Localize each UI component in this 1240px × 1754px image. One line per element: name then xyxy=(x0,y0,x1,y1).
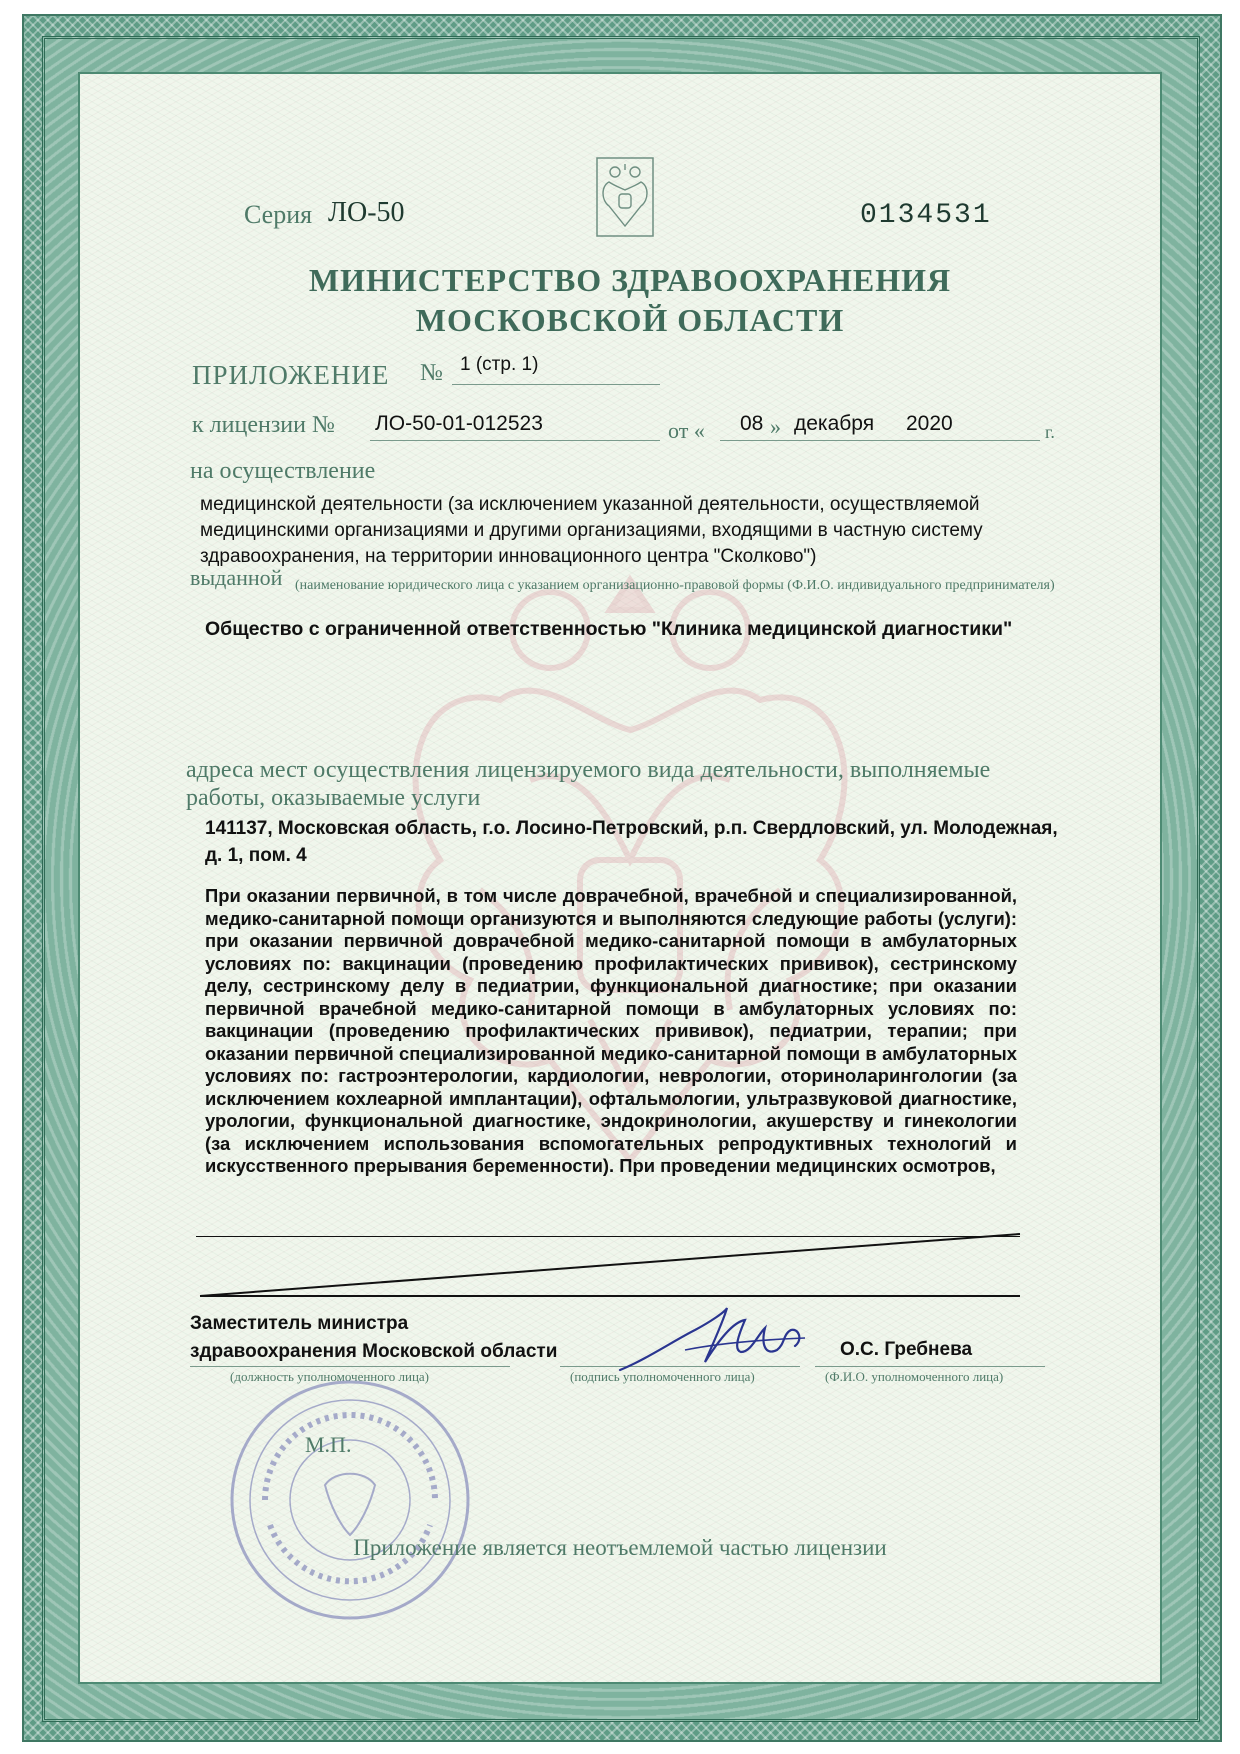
position-underline xyxy=(190,1366,510,1367)
address-value: 141137, Московская область, г.о. Лосино-Петровский, р.п. Свердловский, ул. Молодежная, д. 1, пом. 4 xyxy=(205,818,1058,866)
license-day-close: » xyxy=(770,414,781,439)
coat-of-arms-icon xyxy=(595,156,655,238)
official-seal xyxy=(225,1375,475,1625)
services-text: При оказании первичной, в том числе доврачебной, врачебной и специализированной, медико-санитарной помощи организуются и выполняются следующие работы (услуги): при оказании первичной доврачебной медико-санитарной помощи в амбулаторных условиях по: вакцинации (проведению профилактических прививок), сестринскому делу, сестринскому делу в педиатрии, функциональной диагностике; при оказании первичной врачебной медико-санитарной помощи в амбулаторных условиях по: вакцинации (проведению профилактических прививок), педиатрии, терапии; при оказании первичной специализированной медико-санитарной помощи в амбулаторных условиях по: гастроэнтерологии, кардиологии, неврологии, оториноларингологии (за исключением кохлеарной имплантации), офтальмологии, ультразвуковой диагностике, урологии, функциональной диагностике, эндокринологии, акушерству и гинекологии (за исключением использования вспомогательных репродуктивных технологий и искусственного прерывания беременности). При проведении медицинских осмотров, xyxy=(205,885,1017,1176)
caption-position: (должность уполномоченного лица) xyxy=(230,1369,430,1384)
license-date-underline xyxy=(720,440,1040,441)
license-number-label: к лицензии № xyxy=(192,412,335,438)
license-month: декабря xyxy=(794,412,875,435)
appendix-number-underline xyxy=(452,384,660,385)
license-year: 2020 xyxy=(906,412,953,435)
series-value: ЛО-50 xyxy=(328,197,405,228)
issued-label: выданной xyxy=(190,565,283,590)
issued-note: (наименование юридического лица с указанием организационно-правовой формы (Ф.И.О. индивидуального предпринимателя) xyxy=(295,578,1055,593)
appendix-number-label: № xyxy=(420,360,443,386)
license-year-suffix: г. xyxy=(1045,422,1055,442)
handwritten-signature xyxy=(615,1300,815,1385)
organization-name: Общество с ограниченной ответственностью "Клиника медицинской диагностики" xyxy=(205,618,1013,640)
signatory-position-line1: Заместитель министра xyxy=(190,1313,409,1334)
license-number-underline xyxy=(370,440,660,441)
signatory-position-line2: здравоохранения Московской области xyxy=(190,1341,558,1362)
fio-underline xyxy=(815,1366,1045,1367)
license-date-label: от « xyxy=(668,418,705,443)
license-number: ЛО-50-01-012523 xyxy=(375,412,543,435)
address-label: адреса мест осуществления лицензируемого вида деятельности, выполняемые работы, оказываемые услуги xyxy=(186,757,991,811)
caption-signature: (подпись уполномоченного лица) xyxy=(570,1369,755,1384)
services-end-line xyxy=(196,1236,1020,1237)
ministry-title-line2: МОСКОВСКОЙ ОБЛАСТИ xyxy=(415,302,845,338)
activity-text: медицинской деятельности (за исключением указанной деятельности, осуществляемой медицинскими организациями и другими организациями, входящими в частную систему здравоохранения, на территории инновационного центра "Сколково") xyxy=(200,494,983,567)
appendix-number: 1 (стр. 1) xyxy=(460,354,539,375)
activity-label: на осуществление xyxy=(190,458,376,484)
appendix-label: ПРИЛОЖЕНИЕ xyxy=(192,360,390,390)
form-number: 0134531 xyxy=(860,200,992,231)
signatory-position xyxy=(190,1310,557,1366)
caption-fio: (Ф.И.О. уполномоченного лица) xyxy=(825,1369,1004,1384)
z-strike-line xyxy=(195,1230,1025,1300)
footer-note: Приложение является неотъемлемой частью лицензии xyxy=(353,1535,887,1560)
seal-label: М.П. xyxy=(305,1432,352,1457)
series-label: Серия xyxy=(244,200,313,229)
license-day: 08 xyxy=(740,412,764,435)
signatory-name: О.С. Гребнева xyxy=(840,1339,973,1360)
ministry-title-line1: МИНИСТЕРСТВО ЗДРАВООХРАНЕНИЯ xyxy=(308,262,952,298)
